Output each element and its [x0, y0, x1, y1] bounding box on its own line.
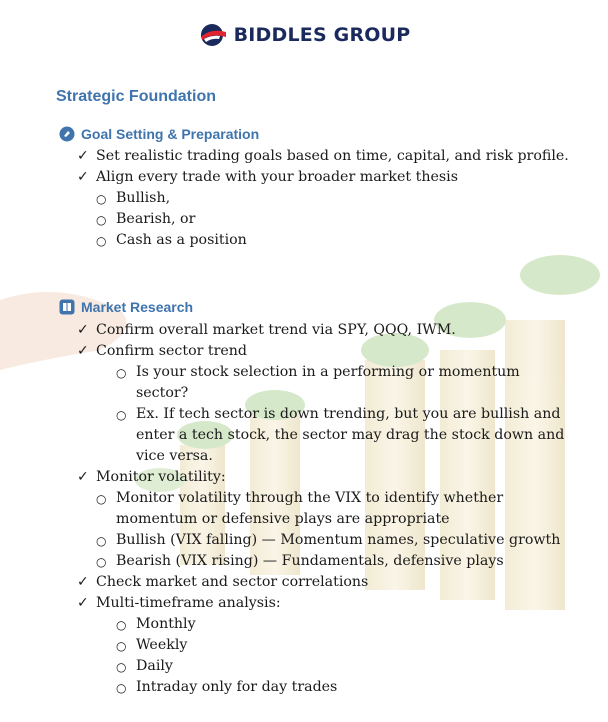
list-item: Align every trade with your broader market thesis [96, 169, 458, 185]
bullet-circle-icon: ○ [116, 618, 127, 632]
check-icon: ✓ [77, 343, 89, 359]
list-item: Monthly [136, 616, 196, 632]
list-item: Monitor volatility: [96, 469, 226, 485]
list-item: Bearish (VIX rising) — Fundamentals, defensive plays [116, 553, 504, 569]
check-icon: ✓ [77, 169, 89, 185]
list-item: Confirm sector trend [96, 343, 247, 359]
goal-setting-heading: Goal Setting & Preparation [59, 126, 259, 142]
list-item: vice versa. [136, 448, 213, 464]
list-item: Set realistic trading goals based on time, capital, and risk profile. [96, 148, 569, 164]
check-icon: ✓ [77, 322, 89, 338]
bullet-circle-icon: ○ [96, 534, 107, 548]
check-icon: ✓ [77, 148, 89, 164]
list-item: Daily [136, 658, 173, 674]
brand-logo [0, 22, 608, 48]
list-item: Monitor volatility through the VIX to identify whether [116, 490, 504, 506]
check-icon: ✓ [77, 574, 89, 590]
list-item: Intraday only for day trades [136, 679, 338, 695]
bullet-circle-icon: ○ [96, 234, 107, 248]
bullet-circle-icon: ○ [96, 192, 107, 206]
bullet-circle-icon: ○ [96, 213, 107, 227]
brand-name: BIDDLES GROUP [233, 24, 411, 46]
list-item: Check market and sector correlations [96, 574, 369, 590]
list-item: Confirm overall market trend via SPY, QQQ, IWM. [96, 322, 456, 338]
check-icon: ✓ [77, 595, 89, 611]
check-icon: ✓ [77, 469, 89, 485]
list-item: Ex. If tech sector is down trending, but you are bullish and [136, 406, 561, 422]
list-item: momentum or defensive plays are appropriate [116, 511, 450, 527]
list-item: Is your stock selection in a performing or momentum [136, 364, 520, 380]
list-item: Cash as a position [116, 232, 247, 248]
bullet-circle-icon: ○ [116, 681, 127, 695]
page-title: Strategic Foundation [56, 88, 216, 105]
list-item: Bullish, [116, 190, 171, 206]
list-item: sector? [136, 385, 189, 401]
list-item: enter a tech stock, the sector may drag the stock down and [136, 427, 565, 443]
list-item: Multi-timeframe analysis: [96, 595, 281, 611]
bullet-circle-icon: ○ [116, 660, 127, 674]
biddles-logo-icon [198, 22, 228, 48]
list-item: Weekly [136, 637, 188, 653]
list-item: Bullish (VIX falling) — Momentum names, speculative growth [116, 532, 561, 548]
bullet-circle-icon: ○ [116, 639, 127, 653]
book-icon [59, 299, 75, 315]
puzzle-icon [59, 126, 75, 142]
bullet-circle-icon: ○ [96, 555, 107, 569]
bullet-circle-icon: ○ [96, 492, 107, 506]
bullet-circle-icon: ○ [116, 408, 127, 422]
list-item: Bearish, or [116, 211, 196, 227]
market-research-heading: Market Research [59, 299, 193, 315]
bullet-circle-icon: ○ [116, 366, 127, 380]
